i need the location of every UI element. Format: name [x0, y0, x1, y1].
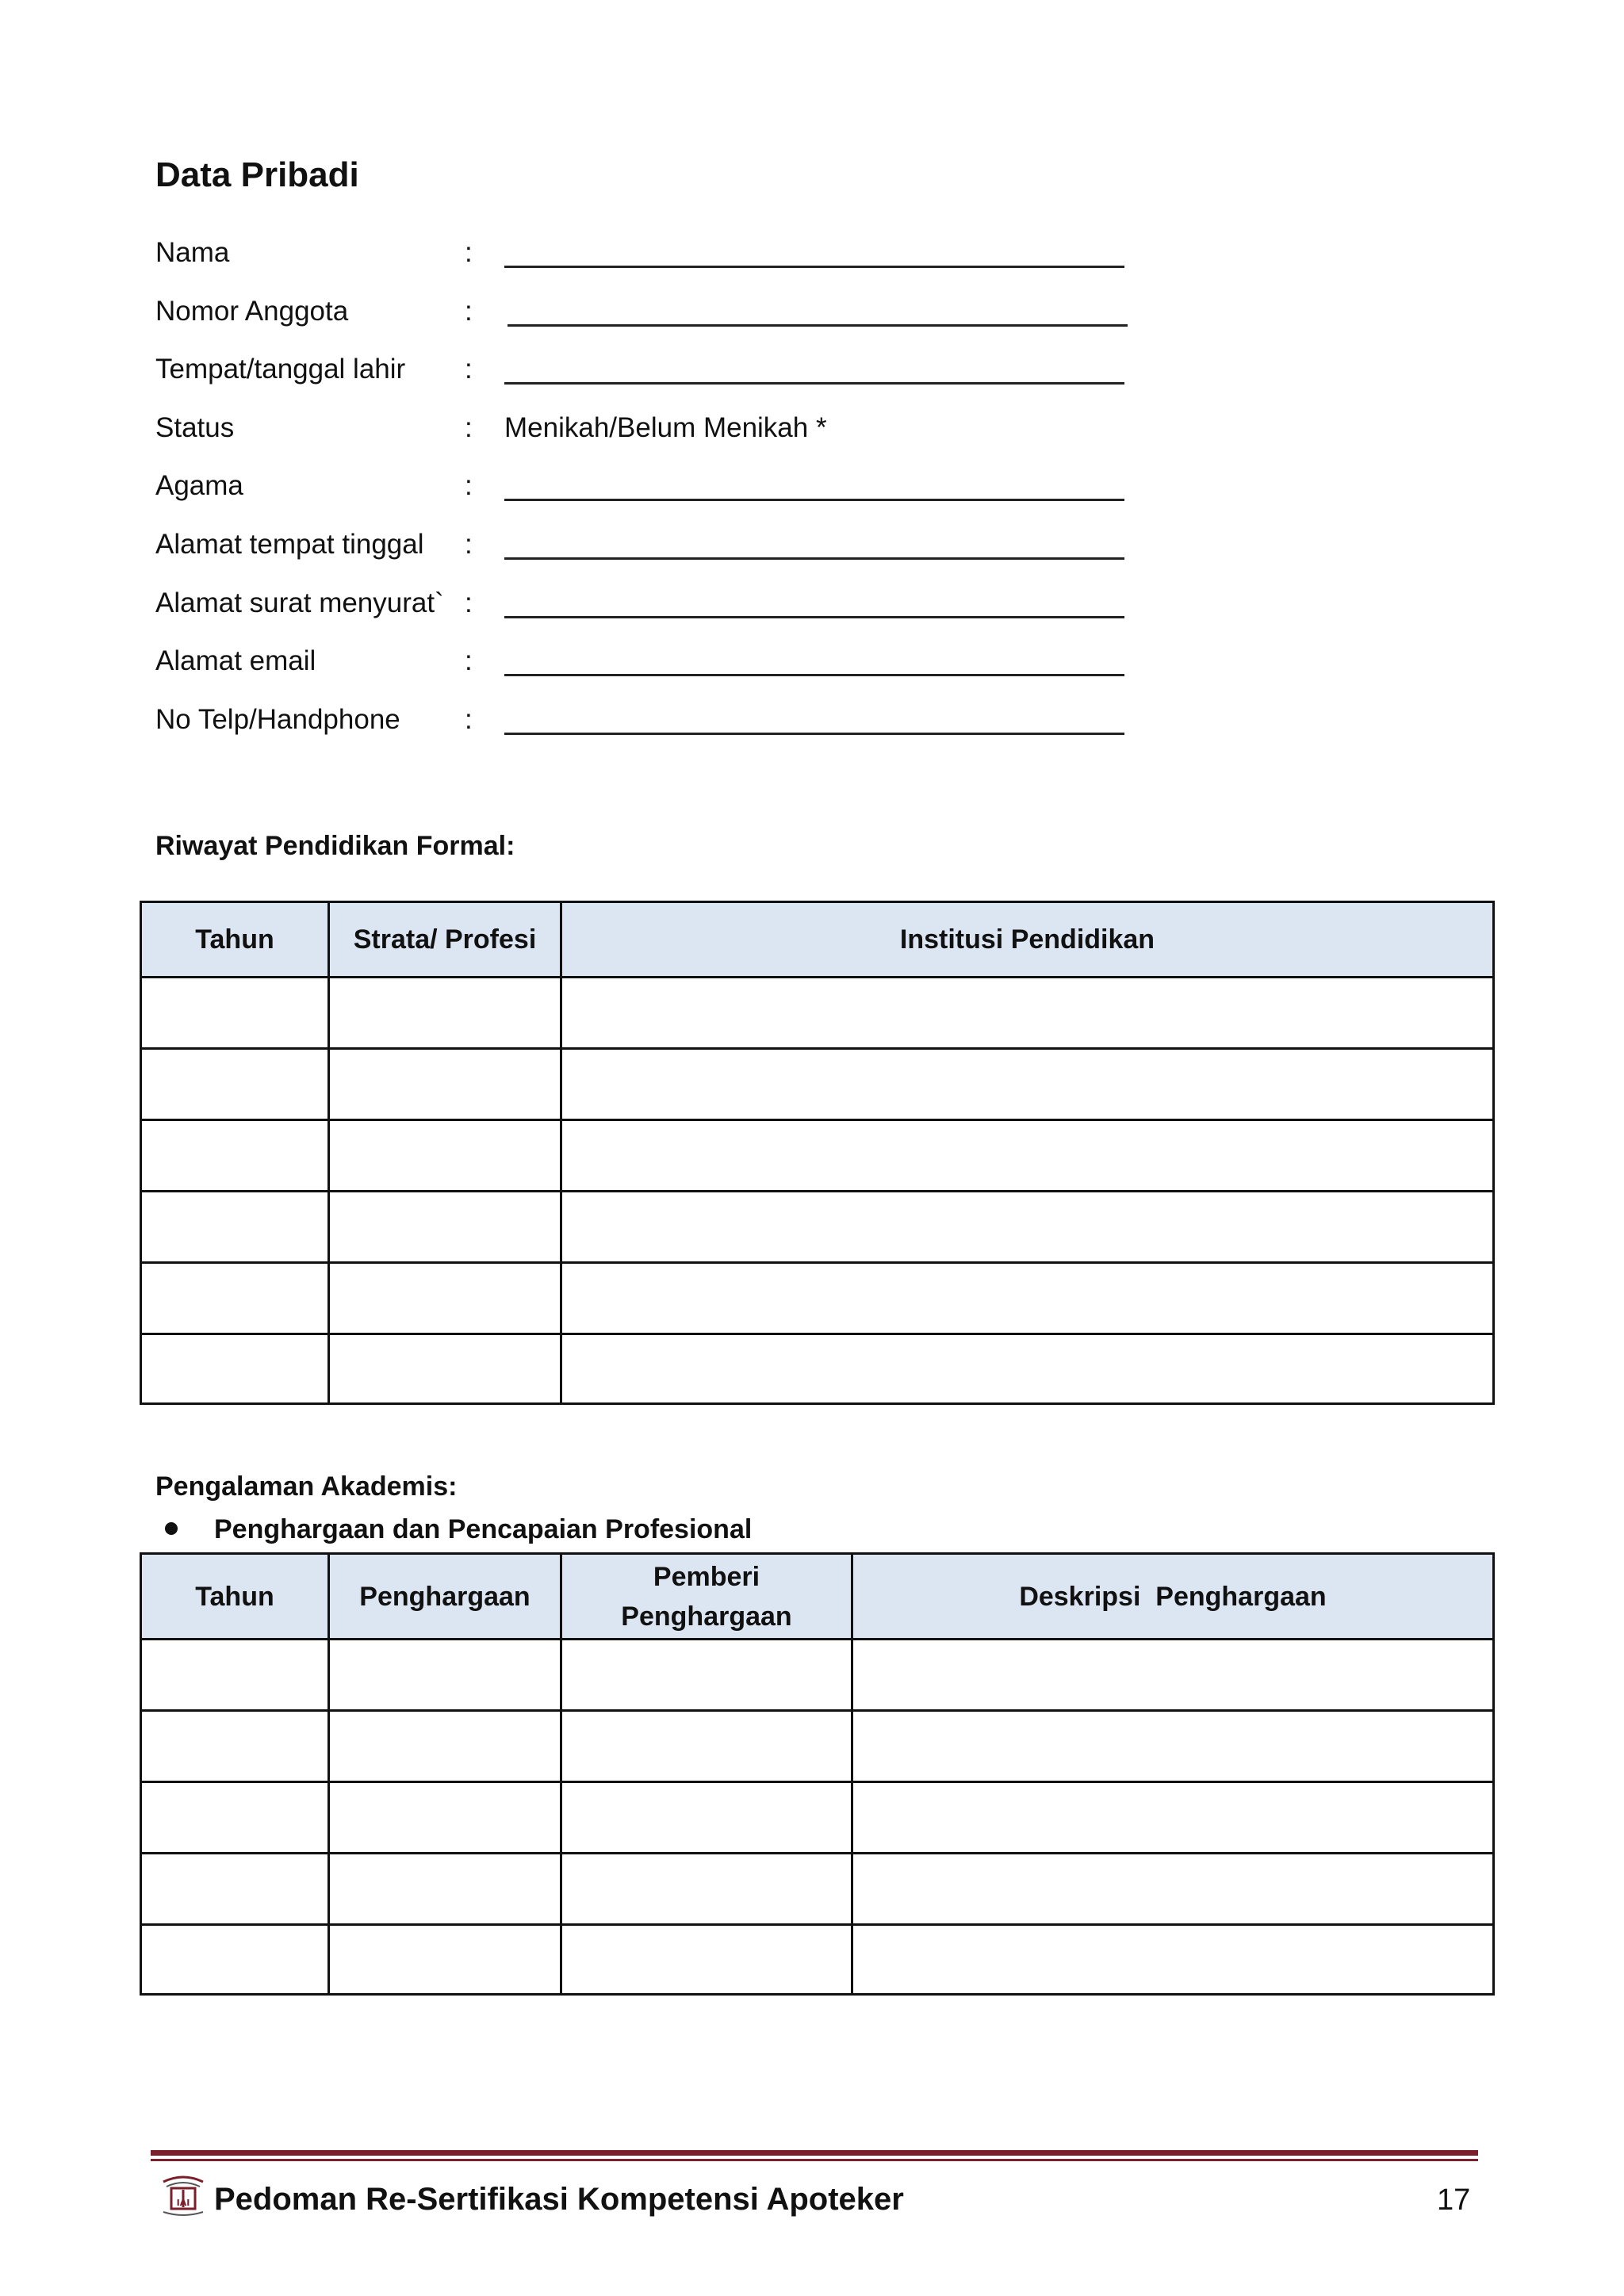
- table-cell[interactable]: [141, 1640, 329, 1711]
- table-cell[interactable]: [141, 1049, 329, 1120]
- table-cell[interactable]: [852, 1925, 1494, 1995]
- field-colon: :: [465, 704, 473, 735]
- field-agama: [155, 462, 1139, 510]
- table-cell[interactable]: [141, 1854, 329, 1925]
- table-cell[interactable]: [329, 978, 561, 1049]
- table-cell[interactable]: [852, 1640, 1494, 1711]
- fill-line[interactable]: [504, 616, 1124, 618]
- table-row: [141, 1263, 1494, 1334]
- table-cell[interactable]: [561, 1192, 1494, 1263]
- header-pemberi-penghargaan: Pemberi Penghargaan: [561, 1554, 852, 1640]
- table-cell[interactable]: [329, 1711, 561, 1782]
- table-row: [141, 1925, 1494, 1995]
- table-cell[interactable]: [141, 1263, 329, 1334]
- table-row: [141, 1711, 1494, 1782]
- field-label: No Telp/Handphone: [155, 704, 400, 735]
- bullet-text: Penghargaan dan Pencapaian Profesional: [214, 1514, 753, 1544]
- table-cell[interactable]: [141, 1192, 329, 1263]
- field-colon: :: [465, 645, 473, 676]
- table-row: [141, 1049, 1494, 1120]
- table-cell[interactable]: [141, 1120, 329, 1192]
- footer-title: Pedoman Re-Sertifikasi Kompetensi Apoteker: [214, 2182, 904, 2217]
- status-options: Menikah/Belum Menikah *: [504, 412, 827, 443]
- table-row: [141, 1640, 1494, 1711]
- table-cell[interactable]: [141, 1334, 329, 1404]
- field-colon: :: [465, 354, 473, 385]
- table-cell[interactable]: [329, 1334, 561, 1404]
- field-label: Agama: [155, 470, 243, 501]
- table-cell[interactable]: [561, 1334, 1494, 1404]
- table-cell[interactable]: [561, 1049, 1494, 1120]
- field-label: Nama: [155, 237, 230, 268]
- field-label: Alamat email: [155, 645, 316, 676]
- field-colon: :: [465, 470, 473, 501]
- fill-line[interactable]: [504, 674, 1124, 676]
- table-cell[interactable]: [561, 1120, 1494, 1192]
- field-label: Alamat tempat tinggal: [155, 529, 424, 560]
- table-header-row: [141, 902, 1494, 978]
- field-status: [155, 404, 1139, 452]
- field-nomor-anggota: [155, 288, 1139, 335]
- field-colon: :: [465, 412, 473, 443]
- field-tempat-tanggal-lahir: [155, 346, 1139, 393]
- table-cell[interactable]: [561, 1263, 1494, 1334]
- header-tahun: Tahun: [141, 902, 329, 978]
- fill-line[interactable]: [504, 557, 1124, 560]
- field-nama: [155, 229, 1139, 277]
- fill-line[interactable]: [504, 266, 1124, 268]
- table-cell[interactable]: [141, 978, 329, 1049]
- table-row: [141, 1120, 1494, 1192]
- table-cell[interactable]: [141, 1925, 329, 1995]
- table-cell[interactable]: [329, 1192, 561, 1263]
- field-label: Nomor Anggota: [155, 296, 349, 327]
- table-cell[interactable]: [329, 1049, 561, 1120]
- header-strata-profesi: Strata/ Profesi: [329, 902, 561, 978]
- page-number: 17: [1437, 2183, 1471, 2217]
- table-cell[interactable]: [329, 1263, 561, 1334]
- header-institusi: Institusi Pendidikan: [561, 902, 1494, 978]
- footer-rule: [151, 2150, 1478, 2156]
- field-colon: :: [465, 237, 473, 268]
- page-title: Data Pribadi: [155, 155, 359, 194]
- table-cell[interactable]: [329, 1640, 561, 1711]
- table-cell[interactable]: [561, 1854, 852, 1925]
- header-tahun: Tahun: [141, 1554, 329, 1640]
- table-header-row: [141, 1554, 1494, 1640]
- field-alamat-tempat-tinggal: [155, 521, 1139, 568]
- education-title: Riwayat Pendidikan Formal:: [155, 831, 515, 861]
- field-colon: :: [465, 587, 473, 618]
- table-cell[interactable]: [329, 1120, 561, 1192]
- field-alamat-email: [155, 637, 1139, 685]
- field-no-telp: [155, 696, 1139, 744]
- logo-text: IAI: [176, 2198, 190, 2208]
- footer-rule-thin: [151, 2159, 1478, 2161]
- table-row: [141, 978, 1494, 1049]
- table-cell[interactable]: [561, 1640, 852, 1711]
- field-label: Alamat surat menyurat`: [155, 587, 444, 618]
- table-cell[interactable]: [329, 1925, 561, 1995]
- table-cell[interactable]: [141, 1782, 329, 1854]
- bullet-item: [165, 1514, 752, 1545]
- fill-line[interactable]: [504, 382, 1124, 385]
- bullet-icon: [165, 1522, 178, 1535]
- awards-table: [140, 1552, 1495, 1996]
- field-colon: :: [465, 296, 473, 327]
- table-cell[interactable]: [141, 1711, 329, 1782]
- fill-line[interactable]: [504, 499, 1124, 501]
- table-cell[interactable]: [852, 1782, 1494, 1854]
- table-cell[interactable]: [561, 1925, 852, 1995]
- table-cell[interactable]: [561, 978, 1494, 1049]
- field-colon: :: [465, 529, 473, 560]
- iai-logo-icon: [159, 2171, 208, 2220]
- fill-line[interactable]: [504, 733, 1124, 735]
- field-alamat-surat-menyurat: [155, 580, 1139, 627]
- fill-line[interactable]: [508, 324, 1128, 327]
- table-cell[interactable]: [852, 1711, 1494, 1782]
- table-cell[interactable]: [852, 1854, 1494, 1925]
- table-row: [141, 1782, 1494, 1854]
- table-cell[interactable]: [561, 1711, 852, 1782]
- education-table: [140, 901, 1495, 1405]
- table-cell[interactable]: [561, 1782, 852, 1854]
- header-deskripsi-penghargaan: Deskripsi Penghargaan: [852, 1554, 1494, 1640]
- table-row: [141, 1334, 1494, 1404]
- table-cell[interactable]: [329, 1854, 561, 1925]
- table-row: [141, 1854, 1494, 1925]
- field-label: Tempat/tanggal lahir: [155, 354, 406, 385]
- table-cell[interactable]: [329, 1782, 561, 1854]
- table-row: [141, 1192, 1494, 1263]
- header-penghargaan: Penghargaan: [329, 1554, 561, 1640]
- academic-title: Pengalaman Akademis:: [155, 1471, 458, 1502]
- field-label: Status: [155, 412, 235, 443]
